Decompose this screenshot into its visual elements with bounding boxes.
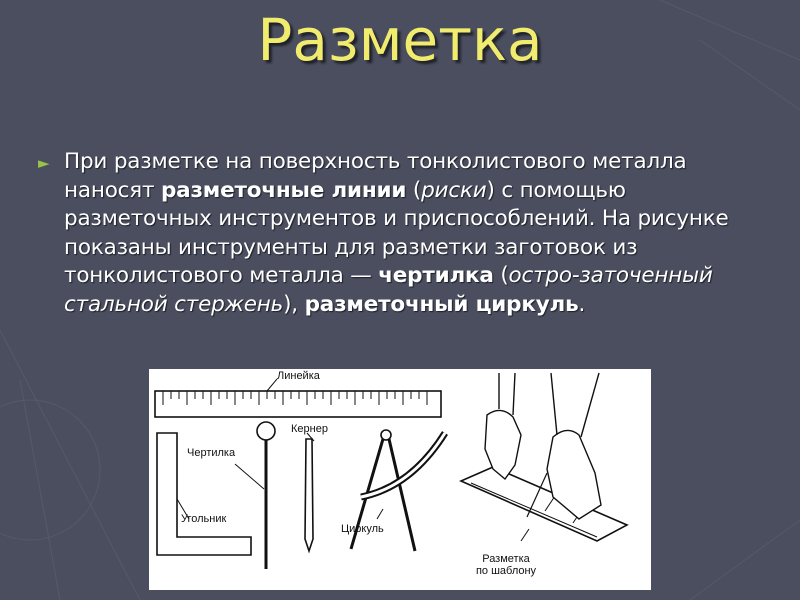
text-part: ( [493,263,509,288]
label-square: Угольник [181,513,227,525]
scriber-ring [257,422,275,440]
term-scratches: риски [421,177,487,203]
compass-leg-right [389,439,415,551]
label-template-marking [471,553,541,577]
triangle-bullet-icon: ► [38,154,50,172]
compass-hinge [381,430,391,440]
label-compass: Циркуль [341,523,384,535]
label-scriber: Чертилка [187,447,236,459]
marking-tools-figure [149,369,651,590]
text-part: При разметке на поверхность тонколистового металла наносят [64,149,687,203]
label-punch: Кернер [291,423,328,435]
term-marking-lines: разметочные линии [160,177,407,203]
label-ruler: Линейка [277,370,320,382]
template-plate [461,467,627,541]
term-compass: разметочный циркуль [304,291,579,317]
slide-title: Разметка [257,6,543,74]
text-part: ), [283,291,305,317]
text-part: ) с помощью разметочных инструментов и приспособлений. На рисунке показаны инструменты для разметки заготовок из тонколистового металла — [64,177,729,288]
text-part: ( [406,177,422,203]
label-template-line2: по шаблону [475,565,537,577]
text-part: . [578,291,586,317]
tools-illustration [149,369,651,590]
scriber-definition: остро-заточенный стальной стержень [64,263,713,317]
punch-drawing [305,439,313,551]
ruler-drawing [155,391,441,417]
term-scriber: чертилка [378,263,494,288]
label-template-line1: Разметка [482,553,530,565]
bullet-text [64,148,744,319]
compass-arc [361,433,445,497]
